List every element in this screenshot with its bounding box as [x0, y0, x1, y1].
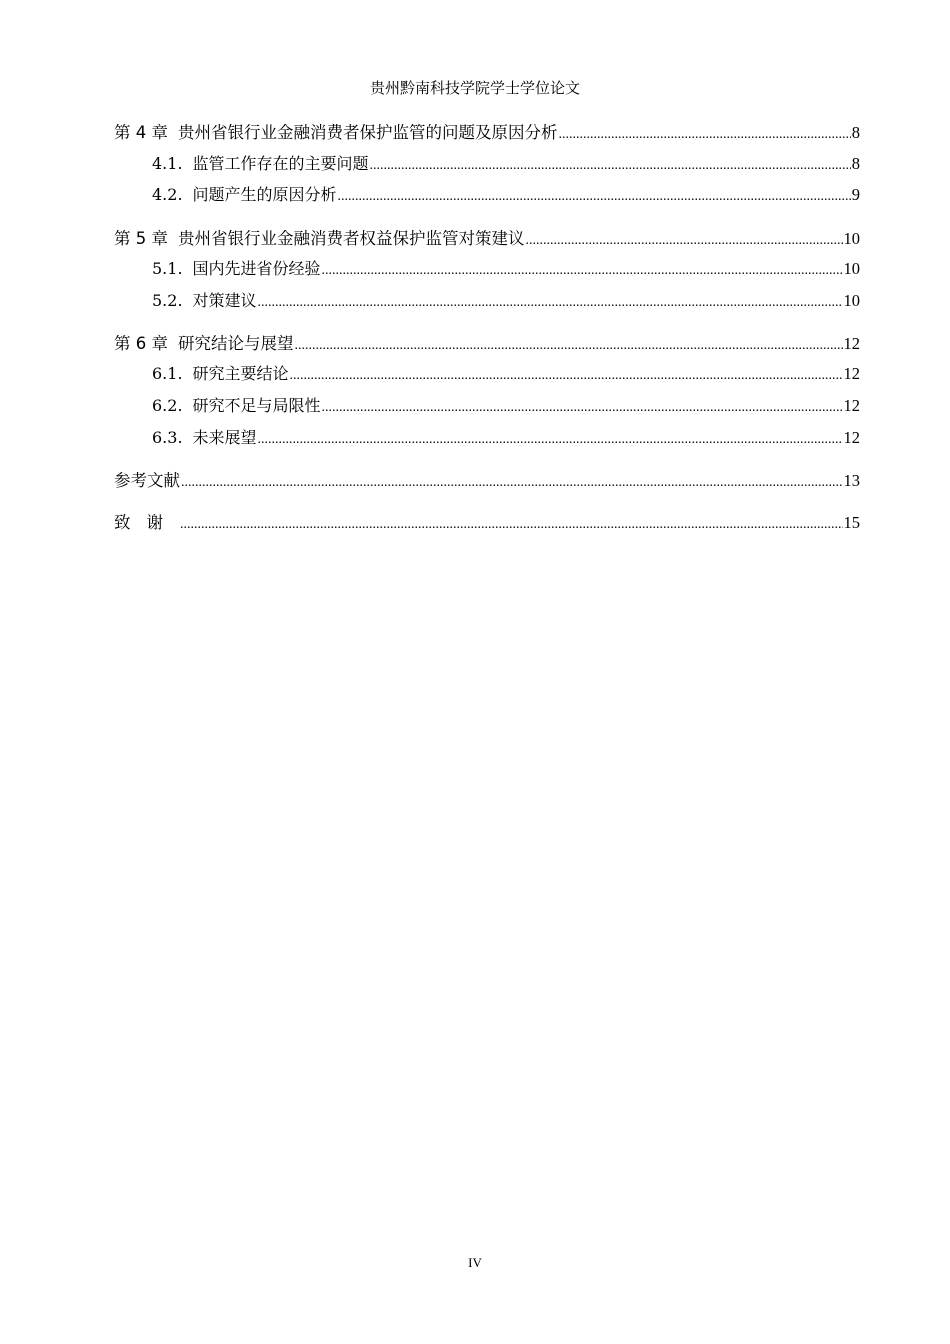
toc-entry-section-6-3[interactable] — [114, 425, 860, 449]
toc-entry-section-6-1[interactable] — [114, 361, 860, 385]
toc-page: 8 — [851, 123, 860, 142]
toc-number: 4.1. — [152, 154, 183, 173]
toc-leader — [370, 158, 851, 174]
toc-entry-chapter-6[interactable] — [114, 330, 860, 354]
toc-title: 贵州省银行业金融消费者权益保护监管对策建议 — [178, 229, 525, 248]
toc-page: 10 — [843, 291, 860, 310]
toc-entry-section-4-2[interactable] — [114, 182, 860, 206]
toc-title: 致谢 — [114, 513, 179, 532]
toc-entry-section-5-1[interactable] — [114, 256, 860, 280]
toc-entry-chapter-4[interactable] — [114, 119, 860, 143]
toc-number: 6.2. — [152, 396, 183, 415]
toc-title: 研究不足与局限性 — [192, 396, 321, 415]
toc-title: 研究主要结论 — [192, 364, 289, 383]
toc-title: 研究结论与展望 — [178, 334, 294, 353]
toc-number: 5.1. — [152, 259, 183, 278]
toc-entry-section-5-2[interactable] — [114, 288, 860, 312]
toc-title: 未来展望 — [192, 428, 257, 447]
toc-leader — [295, 338, 843, 354]
toc-title: 监管工作存在的主要问题 — [192, 154, 369, 173]
toc-leader — [258, 432, 843, 448]
toc-title: 国内先进省份经验 — [192, 259, 321, 278]
toc-page: 12 — [843, 396, 860, 415]
page-number: IV — [468, 1255, 482, 1270]
toc-entry-references[interactable] — [114, 467, 860, 491]
toc-page: 12 — [843, 334, 860, 353]
toc-number: 4.2. — [152, 185, 183, 204]
page-header: 贵州黔南科技学院学士学位论文 — [369, 79, 580, 97]
toc-page: 10 — [843, 259, 860, 278]
toc-page: 10 — [843, 229, 860, 248]
toc-entry-section-6-2[interactable] — [114, 393, 860, 417]
toc-leader — [322, 263, 843, 279]
toc-number: 6.3. — [152, 428, 183, 447]
toc-leader — [290, 368, 843, 384]
toc-page: 13 — [843, 471, 860, 490]
toc-entry-chapter-5[interactable] — [114, 225, 860, 249]
toc-number: 第 5 章 — [114, 229, 168, 248]
toc-page: 12 — [843, 428, 860, 447]
toc-leader — [180, 517, 843, 533]
toc-page: 8 — [851, 154, 860, 173]
toc-title: 贵州省银行业金融消费者保护监管的问题及原因分析 — [178, 123, 558, 142]
toc-title: 对策建议 — [192, 291, 257, 310]
toc-entry-acknowledgements[interactable] — [114, 509, 860, 533]
toc-leader — [258, 295, 843, 311]
toc-page: 15 — [843, 513, 860, 532]
toc-entry-section-4-1[interactable] — [114, 151, 860, 175]
toc-leader — [526, 233, 843, 249]
toc-number: 5.2. — [152, 291, 183, 310]
toc-leader — [322, 400, 843, 416]
toc-title: 参考文献 — [114, 471, 180, 490]
toc-number: 第 4 章 — [114, 123, 168, 142]
toc-number: 6.1. — [152, 364, 183, 383]
toc-page: 12 — [843, 364, 860, 383]
toc-title: 问题产生的原因分析 — [192, 185, 337, 204]
toc-number: 第 6 章 — [114, 334, 168, 353]
toc-leader — [559, 127, 851, 143]
toc-page: 9 — [851, 185, 860, 204]
toc-leader — [181, 475, 843, 491]
toc-leader — [338, 189, 851, 205]
